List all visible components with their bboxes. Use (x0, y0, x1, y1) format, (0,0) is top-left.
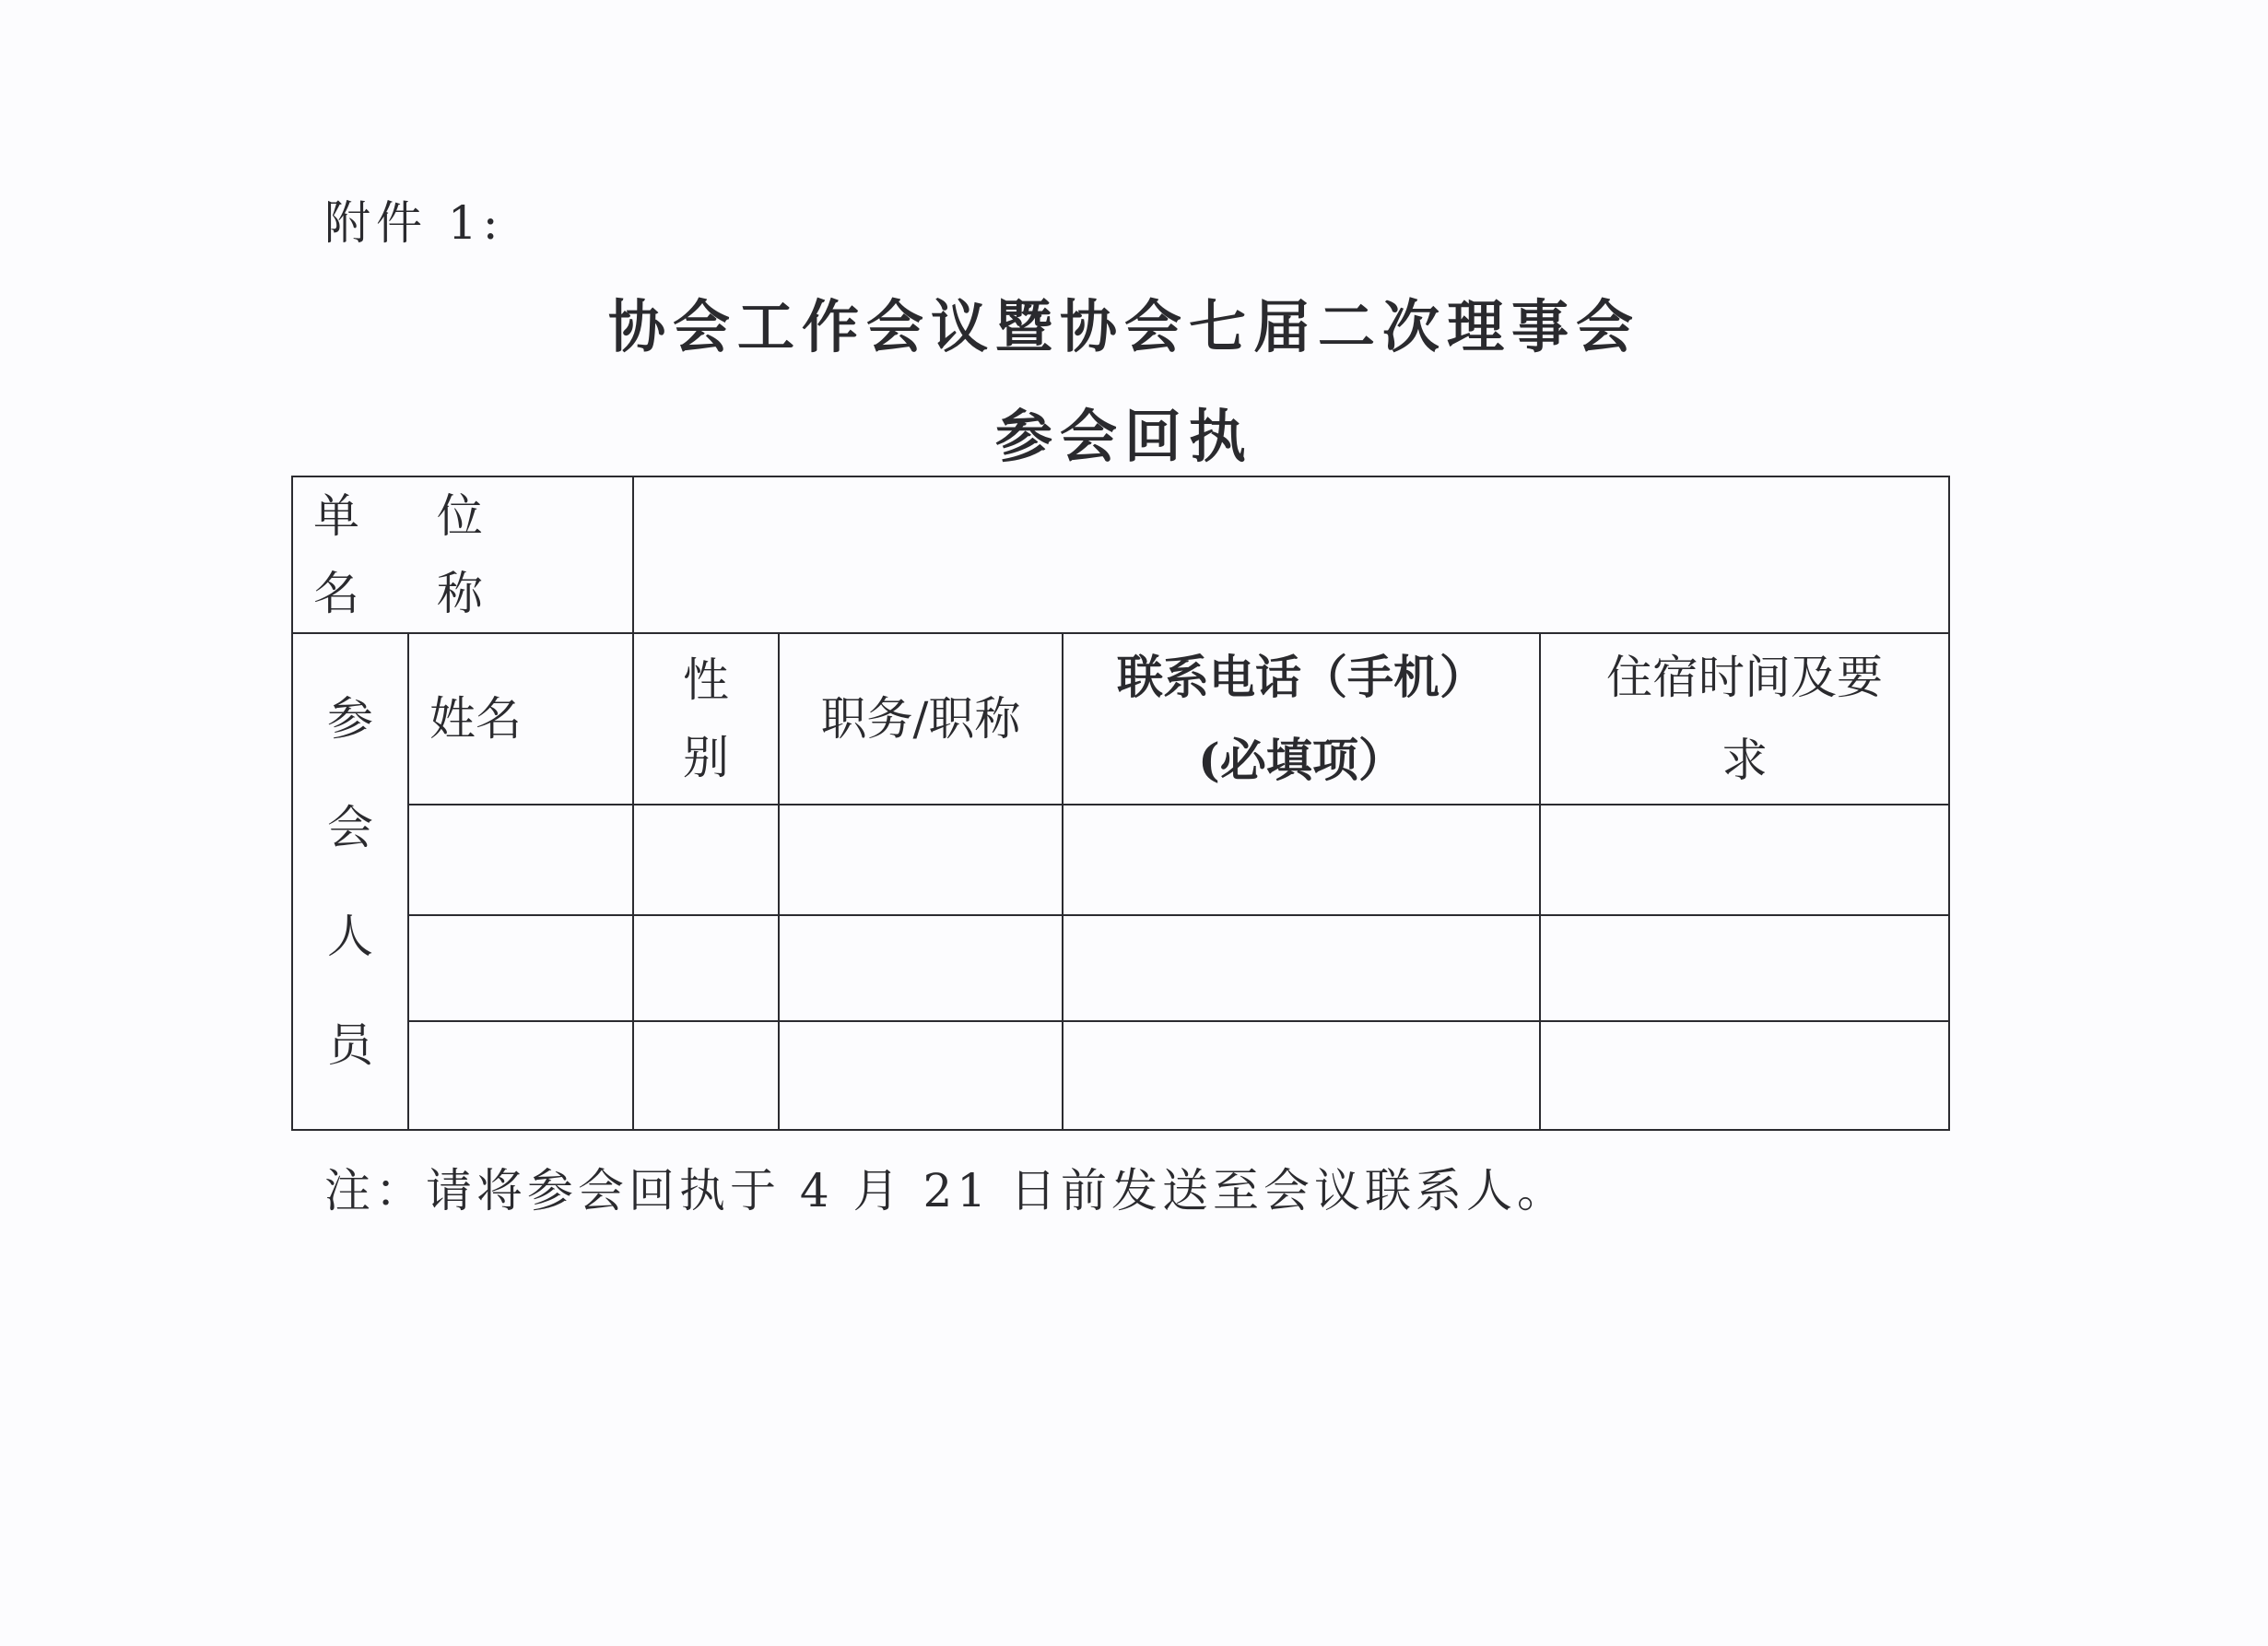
attendee-name-cell[interactable] (408, 915, 633, 1021)
attendee-gender-cell[interactable] (633, 805, 779, 915)
header-phone (1063, 633, 1540, 805)
header-name (408, 633, 633, 805)
attendee-position-cell[interactable] (779, 1021, 1063, 1130)
attendee-row (292, 805, 1949, 915)
attendee-accommodation-cell[interactable] (1540, 1021, 1949, 1130)
attendee-name-cell[interactable] (408, 805, 633, 915)
attendee-gender-cell[interactable] (633, 1021, 779, 1130)
unit-name-input-cell[interactable] (633, 476, 1949, 633)
header-accommodation (1540, 633, 1949, 805)
attendee-position-cell[interactable] (779, 915, 1063, 1021)
header-phone-label: 联系电话（手机）(必填项） (1117, 650, 1486, 787)
attendee-position-cell[interactable] (779, 805, 1063, 915)
attendee-row (292, 915, 1949, 1021)
attendee-phone-cell[interactable] (1063, 1021, 1540, 1130)
registration-form-table (291, 476, 1950, 1131)
attendee-name-cell[interactable] (408, 1021, 633, 1130)
unit-name-label: 单 位 名 称 (313, 489, 514, 620)
footnote: 注：请将参会回执于 4 月 21 日前发送至会议联系人。 (324, 1164, 1569, 1217)
header-row (292, 633, 1949, 805)
header-name-label: 姓名 (429, 692, 522, 746)
attendee-accommodation-cell[interactable] (1540, 805, 1949, 915)
attendee-phone-cell[interactable] (1063, 805, 1540, 915)
document-subtitle: 参会回执 (994, 403, 1253, 470)
header-gender (633, 633, 779, 805)
attendee-row (292, 1021, 1949, 1130)
header-position (779, 633, 1063, 805)
document-title: 协会工作会议暨协会七届二次理事会 (607, 293, 1640, 360)
attendees-label-char: 员 (327, 1017, 373, 1072)
unit-name-label-cell (292, 476, 633, 633)
attendee-phone-cell[interactable] (1063, 915, 1540, 1021)
attendees-label-char: 参 (327, 691, 373, 746)
attendees-label-cell (292, 633, 408, 1130)
header-position-label: 职务/职称 (820, 692, 1021, 746)
attendees-label-char: 会 (327, 800, 373, 854)
header-accommodation-label: 住宿时间及要求 (1606, 651, 1883, 787)
header-gender-label: 性别 (683, 653, 729, 784)
attendees-label-char: 人 (327, 909, 373, 963)
unit-name-row (292, 476, 1949, 633)
attendee-accommodation-cell[interactable] (1540, 915, 1949, 1021)
attachment-label: 附件 1: (324, 196, 504, 250)
attendee-gender-cell[interactable] (633, 915, 779, 1021)
